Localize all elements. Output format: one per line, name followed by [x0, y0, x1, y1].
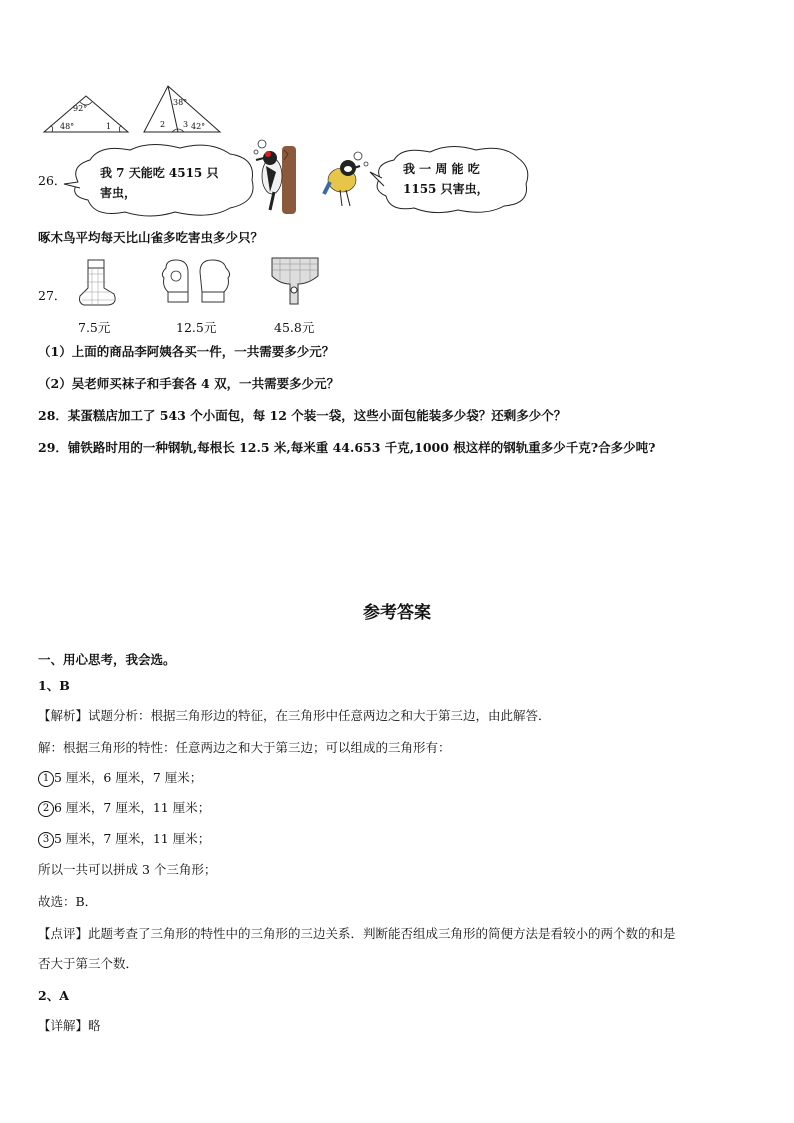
- answer-1-total: 所以一共可以拼成 3 个三角形；: [38, 862, 217, 877]
- answer-2: 2、A: [38, 988, 69, 1003]
- triangle2-angle-2: 2: [160, 120, 166, 129]
- scarf-price: 45.8元: [274, 320, 315, 335]
- sock-price: 7.5元: [78, 320, 111, 335]
- triangle1-right-angle: 1: [106, 122, 112, 131]
- mittens-price: 12.5元: [176, 320, 217, 335]
- left-bubble-line2: 害虫，: [100, 186, 137, 200]
- sock-icon: [74, 258, 120, 308]
- q26-question: 啄木鸟平均每天比山雀多吃害虫多少只？: [38, 230, 264, 245]
- answer-1-option3: 5 厘米，7 厘米，11 厘米；: [54, 831, 211, 846]
- right-bubble-line2: 1155 只害虫，: [403, 182, 489, 196]
- circle-number-1: 1: [38, 771, 54, 787]
- answer-2-detail: 【详解】略: [38, 1018, 101, 1033]
- q27-sub2: （2）吴老师买袜子和手套各 4 双，一共需要多少元？: [38, 376, 340, 391]
- left-bubble-line1: 我 7 天能吃 4515 只: [100, 166, 219, 180]
- triangle2-angle-42: 42°: [191, 122, 206, 131]
- triangle1-top-angle: 92°: [73, 104, 88, 113]
- q27-number: 27．: [38, 288, 67, 303]
- circle-number-3: 3: [38, 832, 54, 848]
- triangle2-angle-3: 3: [183, 120, 189, 129]
- answer-title: 参考答案: [363, 603, 431, 623]
- mittens-icon: [160, 258, 232, 310]
- scarf-icon: [268, 254, 322, 310]
- answer-1-solve: 解：根据三角形的特性：任意两边之和大于第三边；可以组成的三角形有：: [38, 740, 451, 755]
- right-bubble-line1: 我 一 周 能 吃: [403, 162, 480, 176]
- triangle2-top-angle: 38°: [173, 98, 188, 107]
- answer-1-comment-line1: 【点评】此题考查了三角形的特性中的三角形的三边关系．判断能否组成三角形的简便方法是看较小的两个数的和是: [38, 926, 676, 941]
- q28: 28．某蛋糕店加工了 543 个小面包，每 12 个装一袋，这些小面包能装多少袋？还剩多少个？: [38, 408, 567, 423]
- triangle1-left-angle: 48°: [60, 122, 75, 131]
- answer-section: 一、用心思考，我会选。: [38, 652, 176, 667]
- circle-number-2: 2: [38, 801, 54, 817]
- speech-bubble-right: [368, 142, 532, 216]
- woodpecker-illustration: [248, 136, 304, 216]
- q29: 29．铺铁路时用的一种钢轨,每根长 12.5 米,每米重 44.653 千克,1000 根这样的钢轨重多少千克?合多少吨?: [38, 440, 656, 455]
- answer-1: 1、B: [38, 678, 70, 693]
- triangle-figure-1: [40, 92, 132, 136]
- answer-1-choose: 故选：B．: [38, 894, 98, 909]
- q27-sub1: （1）上面的商品李阿姨各买一件，一共需要多少元？: [38, 344, 335, 359]
- answer-1-option1: 5 厘米，6 厘米，7 厘米；: [54, 770, 203, 785]
- answer-1-comment-line2: 否大于第三个数．: [38, 956, 139, 971]
- q26-number: 26．: [38, 173, 67, 188]
- answer-1-option2: 6 厘米，7 厘米，11 厘米；: [54, 800, 211, 815]
- triangle-figure-2: [142, 84, 222, 136]
- answer-1-analysis: 【解析】试题分析：根据三角形边的特征，在三角形中任意两边之和大于第三边，由此解答．: [38, 708, 551, 723]
